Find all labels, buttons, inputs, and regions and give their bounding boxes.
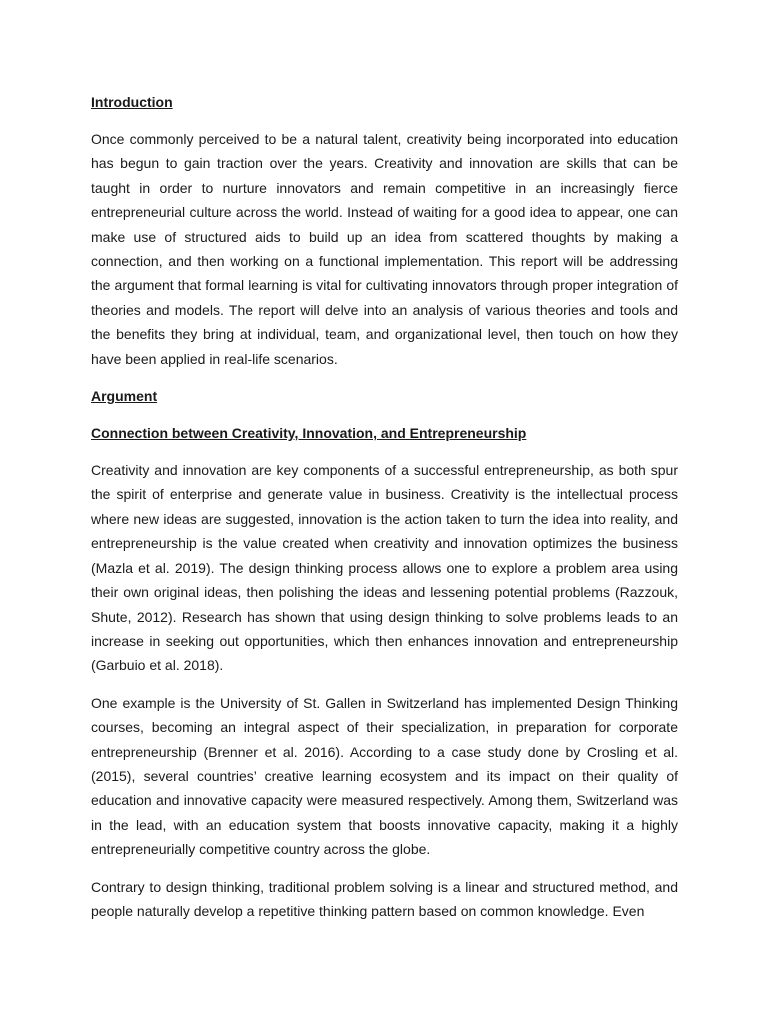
- connection-heading: Connection between Creativity, Innovation, and Entrepreneurship: [91, 425, 527, 442]
- body-paragraph-2: One example is the University of St. Gallen in Switzerland has implemented Design Thinking courses, becoming an integral aspect of their specialization, in preparation for corporate entrepreneurship (Brenner et al. 2016). According to a case study done by Crosling et al. (2015), several countries’ creative learning ecosystem and its impact on their quality of education and innovative capacity were measured respectively. Among them, Switzerland was in the lead, with an education system that boosts innovative capacity, making it a highly entrepreneurially competitive country across the globe.: [91, 694, 678, 858]
- body-paragraph-1: Creativity and innovation are key components of a successful entrepreneurship, as both spur the spirit of enterprise and generate value in business. Creativity is the intellectual process where new ideas are suggested, innovation is the action taken to turn the idea into reality, and entrepreneurship is the value created when creativity and innovation optimizes the business (Mazla et al. 2019). The design thinking process allows one to explore a problem area using their own original ideas, then polishing the ideas and lessening potential problems (Razzouk, Shute, 2012). Research has shown that using design thinking to solve problems leads to an increase in seeking out opportunities, which then enhances innovation and entrepreneurship (Garbuio et al. 2018).: [91, 462, 678, 674]
- body-paragraph-3: Contrary to design thinking, traditional problem solving is a linear and structured method, and people naturally develop a repetitive thinking pattern based on common knowledge. Even: [91, 878, 678, 919]
- introduction-paragraph: Once commonly perceived to be a natural talent, creativity being incorporated into education has begun to gain traction over the years. Creativity and innovation are skills that can be taught in order to nurture innovators and remain competitive in an increasingly fierce entrepreneurial culture across the world. Instead of waiting for a good idea to appear, one can make use of structured aids to build up an idea from scattered thoughts by making a connection, and then working on a functional implementation. This report will be addressing the argument that formal learning is vital for cultivating innovators through proper integration of theories and models. The report will delve into an analysis of various theories and tools and the benefits they bring at individual, team, and organizational level, then touch on how they have been applied in real-life scenarios.: [91, 131, 678, 367]
- argument-heading: Argument: [91, 388, 158, 405]
- document-body: [91, 90, 678, 936]
- introduction-heading: Introduction: [91, 94, 173, 110]
